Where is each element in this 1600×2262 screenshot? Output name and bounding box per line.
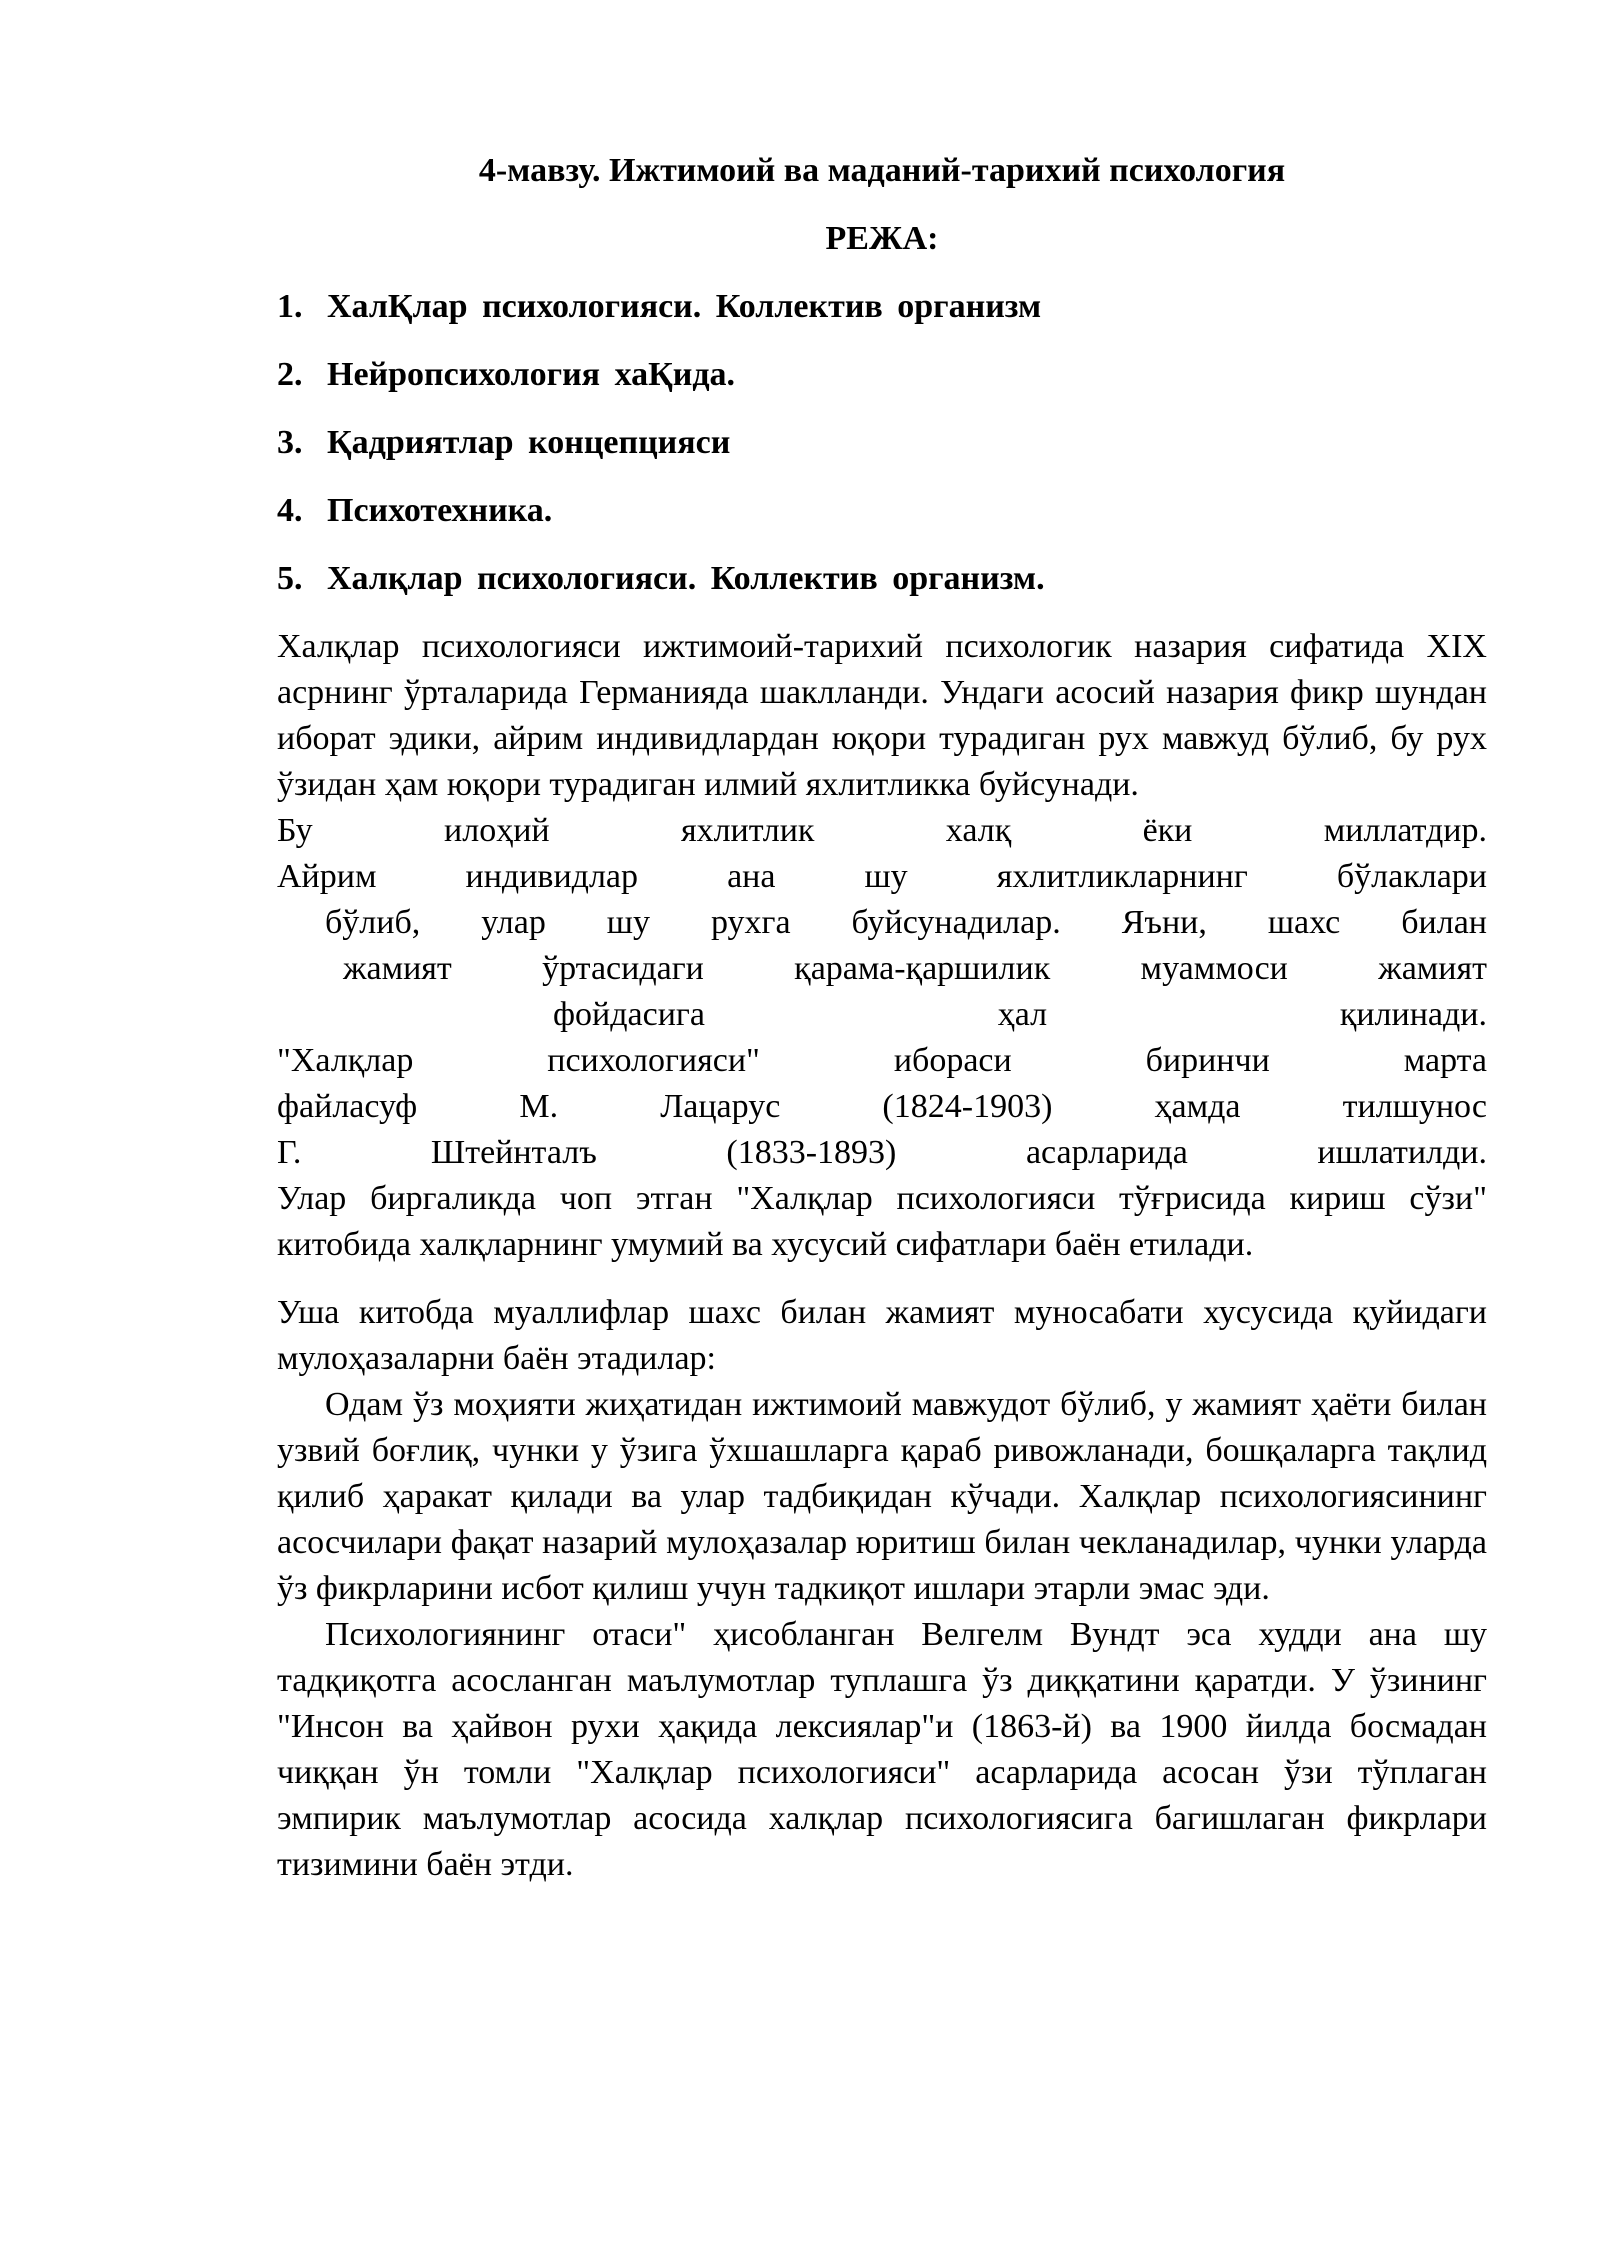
- text-line: фойдасига ҳал қилинади.: [553, 996, 1487, 1033]
- plan-item: 5. Халқлар психологияси. Коллектив организм.: [277, 560, 1045, 597]
- text-line: "Халқлар психологияси" ибораси биринчи марта: [277, 1042, 1487, 1079]
- text-line: бўлиб, улар шу рухга буйсунадилар. Яъни, шахс билан: [325, 904, 1487, 941]
- spread-lines-block: [277, 808, 1487, 1176]
- plan-list: [277, 284, 1487, 602]
- paragraph-authors: Уша китобда муаллифлар шахс билан жамият муносабати хусусида қуйидаги мулоҳазаларни баён этадилар:: [277, 1294, 1487, 1377]
- text-line: жамият ўртасидаги қарама-қаршилик муаммоси жамият: [343, 950, 1487, 987]
- paragraph-book: Улар биргаликда чоп этган "Халқлар психологияси тўғрисида кириш сўзи" китобида халқларнинг умумий ва хусусий сифатлари баён етилади.: [277, 1180, 1487, 1263]
- paragraph-wundt: Психологиянинг отаси" ҳисобланган Велгелм Вундт эса худди ана шу тадқиқотга асосланган маълумотлар туплашга ўз диққатини қаратди. У ўзининг "Инсон ва ҳайвон рухи ҳақида лексиялар"и (1863-й) ва 1900 йилда босмадан чиққан ўн томли "Халқлар психологияси" асарларида асосан ўзи тўплаган эмпирик маълумотлар асосида халқлар психологиясига багишлаган фикрлари тизимини баён этди.: [277, 1616, 1487, 1883]
- text-line: Г. Штейнталъ (1833-1893) асарларида ишлатилди.: [277, 1134, 1487, 1171]
- plan-item: 3. Қадриятлар концепцияси: [277, 424, 731, 461]
- paragraph-human: Одам ўз моҳияти жиҳатидан ижтимоий мавжудот бўлиб, у жамият ҳаёти билан узвий боғлиқ, чунки у ўзига ўхшашларга қараб ривожланади, бошқаларга тақлид қилиб ҳаракат қилади ва улар тадбиқидан кўчади. Халқлар психологиясининг асосчилари фақат назарий мулоҳазалар юритиш билан чекланадилар, чунки уларда ўз фикрларини исбот қилиш учун тадкиқот ишлари этарли эмас эди.: [277, 1386, 1487, 1607]
- plan-item: 2. Нейропсихология хаҚида.: [277, 356, 736, 393]
- text-line: Бу илоҳий яхлитлик халқ ёки миллатдир.: [277, 812, 1487, 849]
- page-title: 4-мавзу. Ижтимоий ва маданий-тарихий психология: [478, 152, 1286, 189]
- text-line: файласуф М. Лацарус (1824-1903) ҳамда тилшунос: [277, 1088, 1487, 1125]
- plan-heading: РЕЖА:: [825, 220, 939, 257]
- paragraph-gap: [277, 1268, 1487, 1290]
- document-content: [277, 148, 1487, 1888]
- plan-item: 1. ХалҚлар психологияси. Коллектив организм: [277, 288, 1042, 325]
- plan-item: 4. Психотехника.: [277, 492, 553, 529]
- text-line: Айрим индивидлар ана шу яхлитликларнинг бўлаклари: [277, 858, 1487, 895]
- paragraph-intro: Халқлар психологияси ижтимоий-тарихий психологик назария сифатида XIX асрнинг ўрталарида Германияда шаклланди. Ундаги асосий назария фикр шундан иборат эдики, айрим индивидлардан юқори турадиган рух мавжуд бўлиб, бу рух ўзидан ҳам юқори турадиган илмий яхлитликка буйсунади.: [277, 628, 1487, 803]
